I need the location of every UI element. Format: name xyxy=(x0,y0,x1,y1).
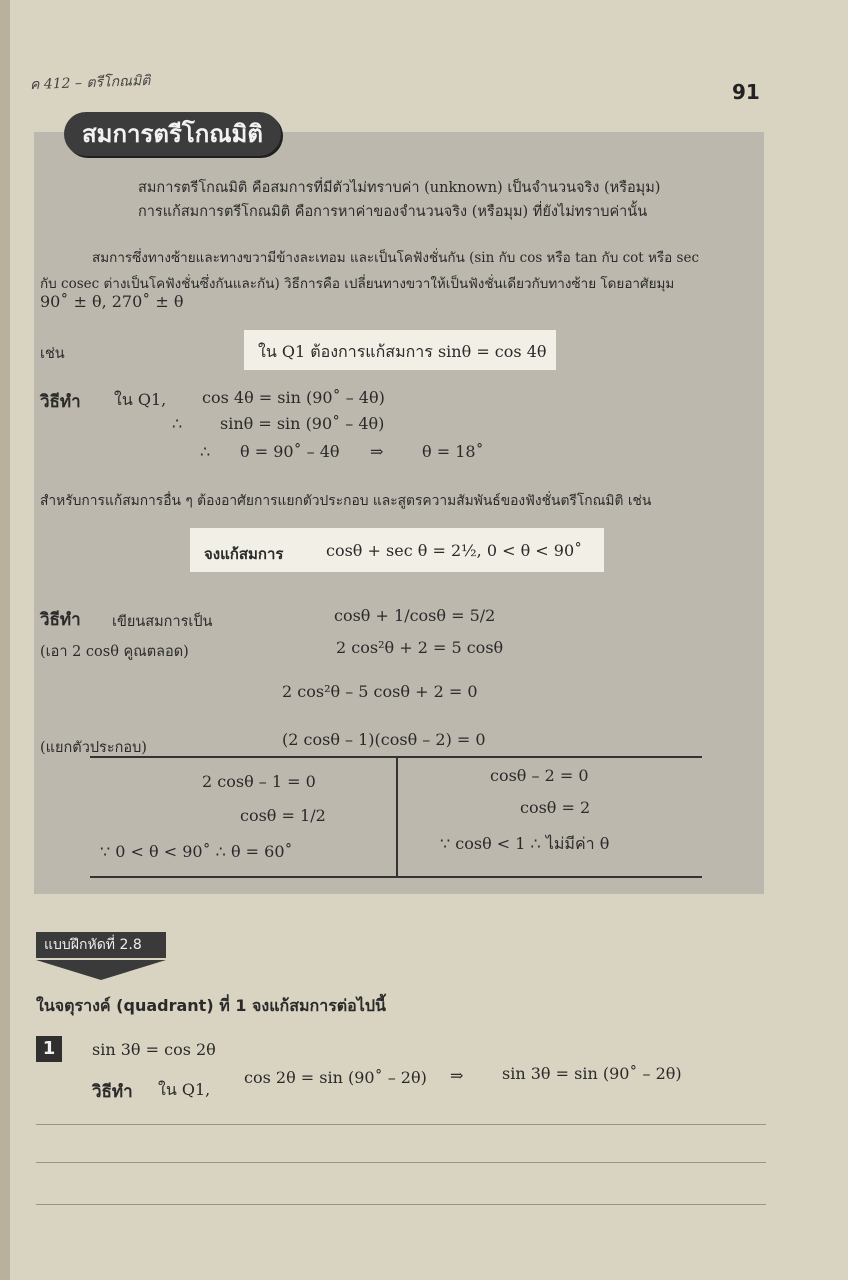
exercise-solution-step: cos 2θ = sin (90˚ – 2θ) xyxy=(244,1068,427,1087)
factor-label: (แยกตัวประกอบ) xyxy=(40,740,147,756)
implies-arrow-1: ⇒ xyxy=(370,442,384,461)
exercise-solution-prefix: ใน Q1, xyxy=(158,1080,211,1099)
exercise-instruction: ในจตุรางค์ (quadrant) ที่ 1 จงแก้สมการต่อไปนี้ xyxy=(36,996,386,1015)
case-right-line-2: cosθ = 2 xyxy=(520,798,591,817)
factor-equation: (2 cosθ – 1)(cosθ – 2) = 0 xyxy=(282,730,486,749)
case-right-line-3: ∵ cosθ < 1 ∴ ไม่มีค่า θ xyxy=(440,834,610,853)
multiply-equation: 2 cos²θ + 2 = 5 cosθ xyxy=(336,638,504,657)
page-binding-edge xyxy=(0,0,10,1280)
case-right-line-1: cosθ – 2 = 0 xyxy=(490,766,589,785)
case-table-bottom-rule xyxy=(90,876,702,878)
page-number: 91 xyxy=(732,80,760,104)
exercise-item-equation: sin 3θ = cos 2θ xyxy=(92,1040,216,1059)
case-table-divider xyxy=(396,756,398,876)
exercise-item-number: 1 xyxy=(36,1036,62,1062)
example-label: เช่น xyxy=(40,346,65,362)
multiply-label: (เอา 2 cosθ คูณตลอด) xyxy=(40,644,189,660)
other-equations-note: สำหรับการแก้สมการอื่น ๆ ต้องอาศัยการแยกตัวประกอบ และสูตรความสัมพันธ์ของฟังชั่นตรีโกณมิติ เช่น xyxy=(40,493,652,509)
case-left-line-2: cosθ = 1/2 xyxy=(240,806,326,825)
method-label-2: วิธีทำ xyxy=(40,610,81,630)
therefore-symbol-1: ∴ xyxy=(172,414,183,433)
case-left-line-3: ∵ 0 < θ < 90˚ ∴ θ = 60˚ xyxy=(100,842,293,861)
answer-line-3 xyxy=(36,1204,766,1205)
cofunction-line-3: 90˚ ± θ, 270˚ ± θ xyxy=(40,292,184,311)
answer-line-1 xyxy=(36,1124,766,1125)
implies-arrow-2: ⇒ xyxy=(450,1066,464,1085)
example-2-problem-equation: cosθ + sec θ = 2½, 0 < θ < 90˚ xyxy=(326,541,583,560)
step2-equation: sinθ = sin (90˚ – 4θ) xyxy=(220,414,385,433)
step1-prefix: ใน Q1, xyxy=(114,390,167,409)
method-label-1: วิธีทำ xyxy=(40,392,81,412)
case-left-line-1: 2 cosθ – 1 = 0 xyxy=(202,772,316,791)
definition-line-1: สมการตรีโกณมิติ คือสมการที่มีตัวไม่ทราบค่า (unknown) เป็นจำนวนจริง (หรือมุม) xyxy=(138,180,661,196)
example-2-problem-label: จงแก้สมการ xyxy=(204,545,284,563)
step3-result: θ = 18˚ xyxy=(422,442,484,461)
example-1-problem: ใน Q1 ต้องการแก้สมการ sinθ = cos 4θ xyxy=(258,342,547,361)
definition-line-2: การแก้สมการตรีโกณมิติ คือการหาค่าของจำนวนจริง (หรือมุม) ที่ยังไม่ทราบค่านั้น xyxy=(138,204,648,220)
exercise-banner: แบบฝึกหัดที่ 2.8 xyxy=(36,932,166,958)
exercise-solution-label: วิธีทำ xyxy=(92,1082,133,1102)
therefore-symbol-2: ∴ xyxy=(200,442,211,461)
rewrite-label: เขียนสมการเป็น xyxy=(112,614,213,630)
quadratic-equation: 2 cos²θ – 5 cosθ + 2 = 0 xyxy=(282,682,478,701)
answer-line-2 xyxy=(36,1162,766,1163)
rewrite-equation: cosθ + 1/cosθ = 5/2 xyxy=(334,606,496,625)
step3-equation: θ = 90˚ – 4θ xyxy=(240,442,340,461)
cofunction-line-2: กับ cosec ต่างเป็นโคฟังชั่นซึ่งกันและกัน) วิธีการคือ เปลี่ยนทางขวาให้เป็นฟังชั่นเดียวกับทางซ้าย โดยอาศัยมุม xyxy=(40,276,675,292)
running-head: ค 412 – ตรีโกณมิติ xyxy=(29,72,151,94)
cofunction-line-1: สมการซึ่งทางซ้ายและทางขวามีข้างละเทอม และเป็นโคฟังชั่นกัน (sin กับ cos หรือ tan กับ cot หรือ sec xyxy=(92,250,700,266)
exercise-banner-arrow-icon xyxy=(36,960,166,980)
section-title: สมการตรีโกณมิติ xyxy=(64,112,281,156)
exercise-solution-result: sin 3θ = sin (90˚ – 2θ) xyxy=(502,1064,682,1083)
step1-equation: cos 4θ = sin (90˚ – 4θ) xyxy=(202,388,385,407)
